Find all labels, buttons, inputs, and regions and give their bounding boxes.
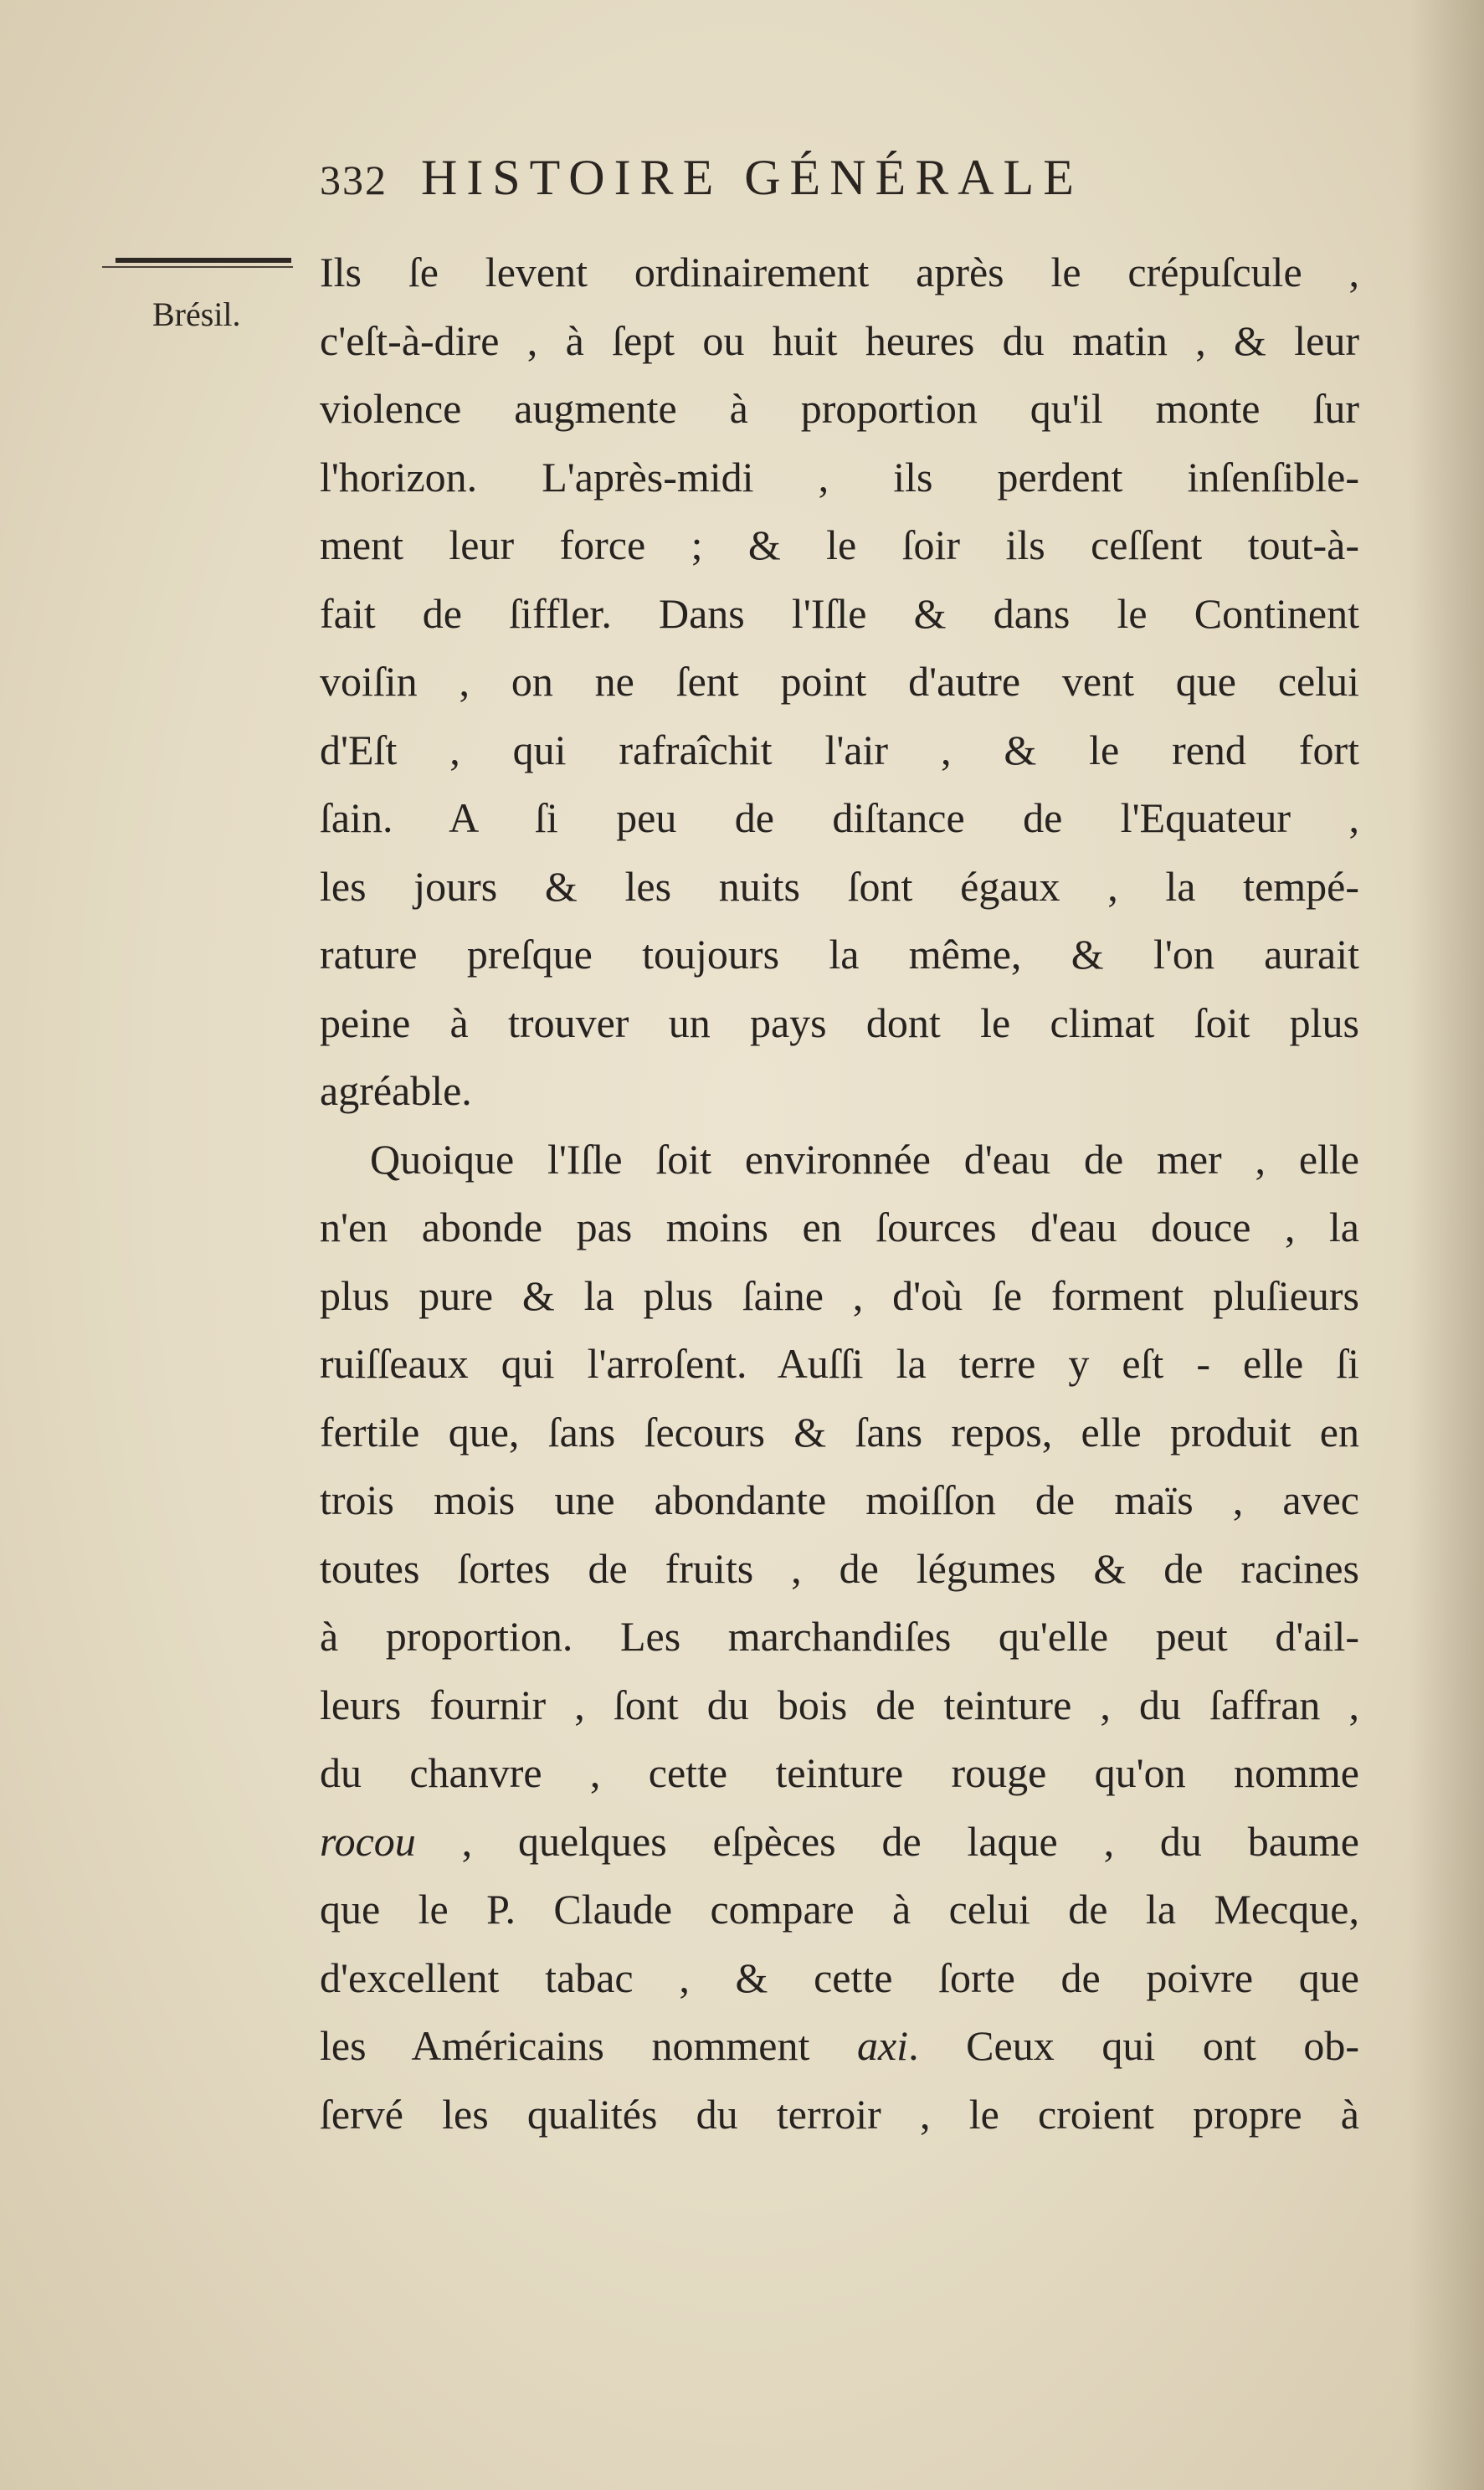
running-head xyxy=(320,149,1240,216)
text-line: fait de ſiffler. Dans l'Iſle & dans le Continent xyxy=(320,589,1359,637)
text-line: l'horizon. L'après-midi , ils perdent inſenſible- xyxy=(320,453,1359,501)
text-line: trois mois une abondante moiſſon de maïs , avec xyxy=(320,1476,1359,1523)
text-line: fertile que, ſans ſecours & ſans repos, elle produit en xyxy=(320,1408,1359,1455)
body-text xyxy=(320,239,1359,2149)
text-run: les Américains nomment xyxy=(320,2022,857,2069)
text-line: ruiſſeaux qui l'arroſent. Auſſi la terre y eſt - elle ſi xyxy=(320,1340,1359,1387)
text-line: ſervé les qualités du terroir , le croient propre à xyxy=(320,2090,1359,2138)
page-number: 332 xyxy=(320,157,388,203)
text-line: Quoique l'Iſle ſoit environnée d'eau de mer , elle xyxy=(370,1135,1359,1183)
text-line: d'Eſt , qui rafraîchit l'air , & le rend fort xyxy=(320,726,1359,773)
margin-rule xyxy=(102,258,293,270)
text-line: c'eſt-à-dire , à ſept ou huit heures du matin , & leur xyxy=(320,316,1359,364)
text-line: ſain. A ſi peu de diſtance de l'Equateur , xyxy=(320,794,1359,841)
text-line: rature preſque toujours la même, & l'on aurait xyxy=(320,931,1359,978)
text-run: , quelques eſpèces de laque , du baume xyxy=(415,1817,1359,1865)
italic-term: axi xyxy=(856,2022,909,2069)
text-line: toutes ſortes de fruits , de légumes & de racines xyxy=(320,1544,1359,1592)
page-edge-shadow xyxy=(1409,0,1484,2490)
running-title: HISTOIRE GÉNÉRALE xyxy=(421,150,1083,205)
text-line: que le P. Claude compare à celui de la Mecque, xyxy=(320,1886,1359,1933)
text-run: . Ceux qui ont ob- xyxy=(908,2022,1359,2069)
text-line: agréable. xyxy=(320,1067,472,1114)
text-line: violence augmente à proportion qu'il monte ſur xyxy=(320,385,1359,432)
text-line xyxy=(320,2012,1359,2081)
text-line: plus pure & la plus ſaine , d'où ſe forment pluſieurs xyxy=(320,1271,1359,1319)
text-line: les jours & les nuits ſont égaux , la tempé- xyxy=(320,862,1359,910)
text-line: voiſin , on ne ſent point d'autre vent que celui xyxy=(320,658,1359,705)
text-line: Ils ſe levent ordinairement après le crépuſcule , xyxy=(320,249,1359,295)
margin-rule-thin xyxy=(102,266,293,268)
margin-note: Brésil. xyxy=(152,295,241,333)
text-line: à proportion. Les marchandiſes qu'elle peut d'ail- xyxy=(320,1613,1359,1660)
text-line: peine à trouver un pays dont le climat ſoit plus xyxy=(320,999,1359,1046)
margin-rule-thick xyxy=(116,258,291,263)
text-line: d'excellent tabac , & cette ſorte de poivre que xyxy=(320,1953,1359,2001)
text-line: leurs fournir , ſont du bois de teinture , du ſaffran , xyxy=(320,1681,1359,1728)
text-line xyxy=(320,1808,1359,1876)
text-line: ment leur force ; & le ſoir ils ceſſent tout-à- xyxy=(320,521,1359,568)
text-line: n'en abonde pas moins en ſources d'eau douce , la xyxy=(320,1204,1359,1250)
text-line: du chanvre , cette teinture rouge qu'on nomme xyxy=(320,1749,1359,1796)
italic-term: rocou xyxy=(320,1817,416,1865)
